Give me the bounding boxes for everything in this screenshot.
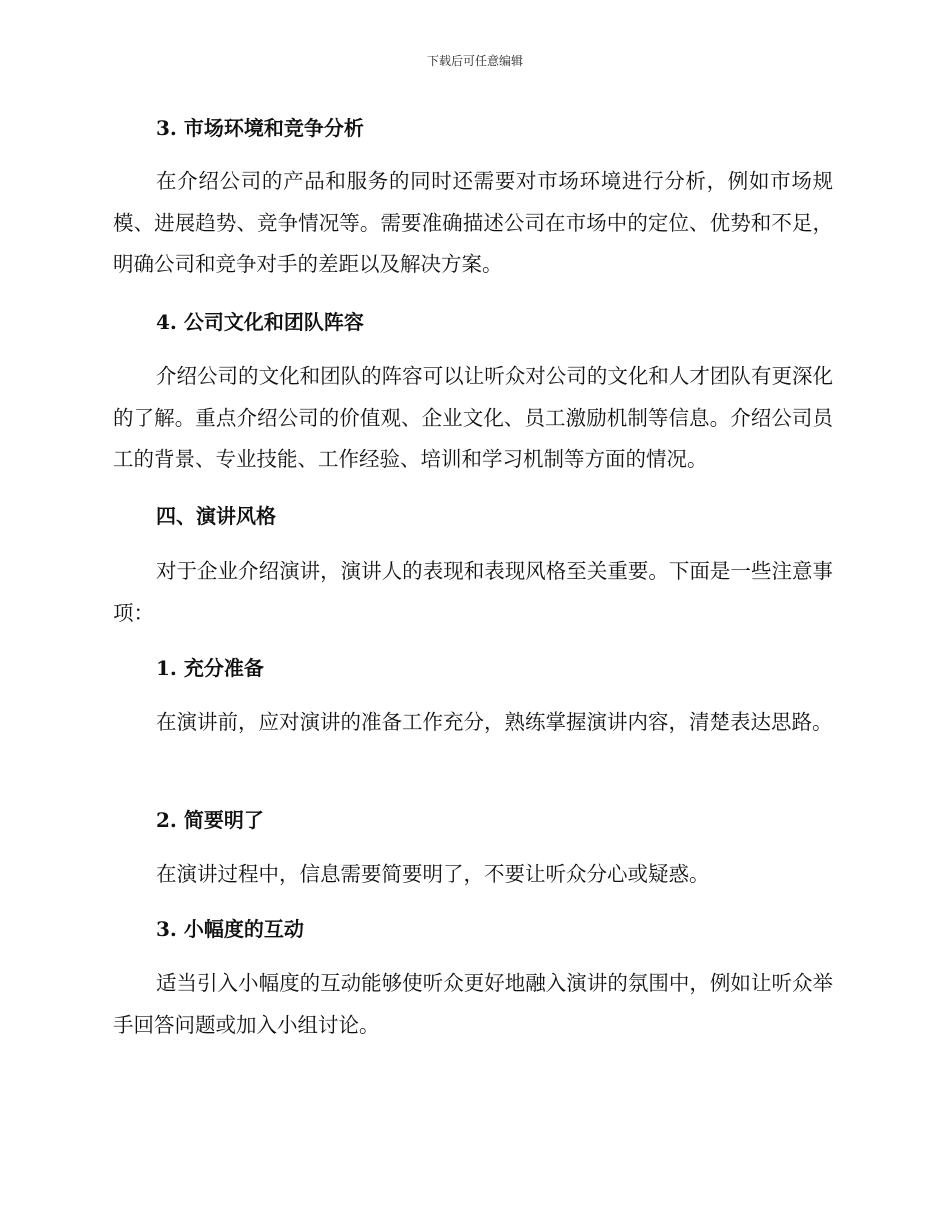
section-heading-culture: 4. 公司文化和团队阵容	[156, 310, 364, 334]
section-heading-interaction: 3. 小幅度的互动	[156, 917, 304, 941]
section-heading-market: 3. 市场环境和竞争分析	[156, 116, 364, 140]
page-header: 下载后可任意编辑	[426, 54, 523, 68]
section-heading-concise: 2. 简要明了	[156, 808, 264, 832]
paragraph-interaction: 适当引入小幅度的互动能够使听众更好地融入演讲的氛围中，例如让听众举手回答问题或加入小组讨论。	[113, 971, 833, 1037]
section-heading-speech-style: 四、演讲风格	[156, 504, 276, 528]
paragraph-culture: 介绍公司的文化和团队的阵容可以让听众对公司的文化和人才团队有更深化的了解。重点介绍公司的价值观、企业文化、员工激励机制等信息。介绍公司员工的背景、专业技能、工作经验、培训和学习机制等方面的情况。	[113, 364, 833, 471]
paragraph-concise: 在演讲过程中，信息需要简要明了，不要让听众分心或疑惑。	[156, 862, 710, 886]
paragraph-prepare: 在演讲前，应对演讲的准备工作充分，熟练掌握演讲内容，清楚表达思路。	[156, 710, 833, 734]
paragraph-market: 在介绍公司的产品和服务的同时还需要对市场环境进行分析，例如市场规模、进展趋势、竞争情况等。需要准确描述公司在市场中的定位、优势和不足，明确公司和竞争对手的差距以及解决方案。	[113, 169, 833, 276]
section-heading-prepare: 1. 充分准备	[156, 656, 264, 680]
paragraph-speech-style: 对于企业介绍演讲，演讲人的表现和表现风格至关重要。下面是一些注意事项：	[113, 559, 833, 625]
